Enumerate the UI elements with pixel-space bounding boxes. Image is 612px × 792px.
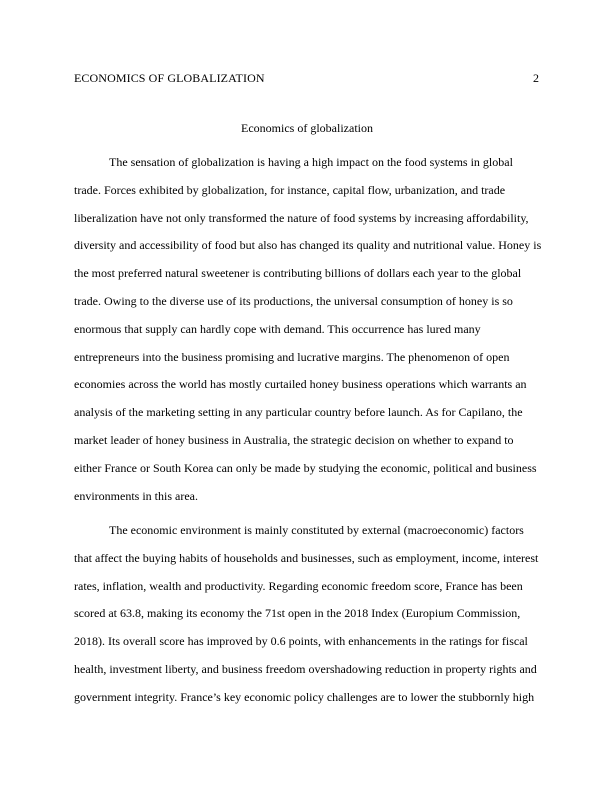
- paragraph-line: economies across the world has mostly curtailed honey business operations which warrants an: [74, 377, 527, 392]
- paragraph-line: liberalization have not only transformed the nature of food systems by increasing affordability,: [74, 210, 529, 225]
- paragraph-line: enormous that supply can hardly cope with demand. This occurrence has lured many: [74, 321, 481, 336]
- running-head: ECONOMICS OF GLOBALIZATION: [74, 71, 265, 85]
- paragraph-line: rates, inflation, wealth and productivity. Regarding economic freedom score, France has been: [74, 578, 523, 593]
- paragraph-line: government integrity. France’s key economic policy challenges are to lower the stubbornly high: [74, 689, 535, 704]
- document-title: Economics of globalization: [241, 121, 373, 135]
- paragraph-line: the most preferred natural sweetener is contributing billions of dollars each year to the global: [74, 266, 522, 281]
- paragraph-line: scored at 63.8, making its economy the 71st open in the 2018 Index (Europium Commission,: [74, 606, 521, 621]
- paragraph-line: environments in this area.: [74, 488, 198, 503]
- paragraph-line: 2018). Its overall score has improved by 0.6 points, with enhancements in the ratings for fiscal: [74, 634, 528, 649]
- paragraph-line: The sensation of globalization is having a high impact on the food systems in global: [109, 155, 513, 169]
- paragraph-line: market leader of honey business in Australia, the strategic decision on whether to expand to: [74, 432, 514, 447]
- paragraph-line: health, investment liberty, and business freedom overshadowing reduction in property rights and: [74, 661, 537, 676]
- paragraph-line: analysis of the marketing setting in any particular country before launch. As for Capilano, the: [74, 405, 523, 420]
- paragraph-economic-environment: [74, 522, 544, 717]
- paragraph-line: diversity and accessibility of food but also has changed its quality and nutritional value. Honey is: [74, 238, 542, 253]
- paragraph-line: The economic environment is mainly constituted by external (macroeconomic) factors: [109, 523, 524, 537]
- paragraph-introduction: [74, 154, 544, 515]
- paragraph-line: entrepreneurs into the business promising and lucrative margins. The phenomenon of open: [74, 349, 510, 364]
- paragraph-line: trade. Owing to the diverse use of its productions, the universal consumption of honey is so: [74, 293, 513, 308]
- paragraph-line: either France or South Korea can only be made by studying the economic, political and business: [74, 460, 537, 475]
- paragraph-line: that affect the buying habits of households and businesses, such as employment, income, interest: [74, 550, 539, 565]
- paragraph-line: trade. Forces exhibited by globalization, for instance, capital flow, urbanization, and trade: [74, 182, 506, 197]
- page-number: 2: [533, 71, 539, 85]
